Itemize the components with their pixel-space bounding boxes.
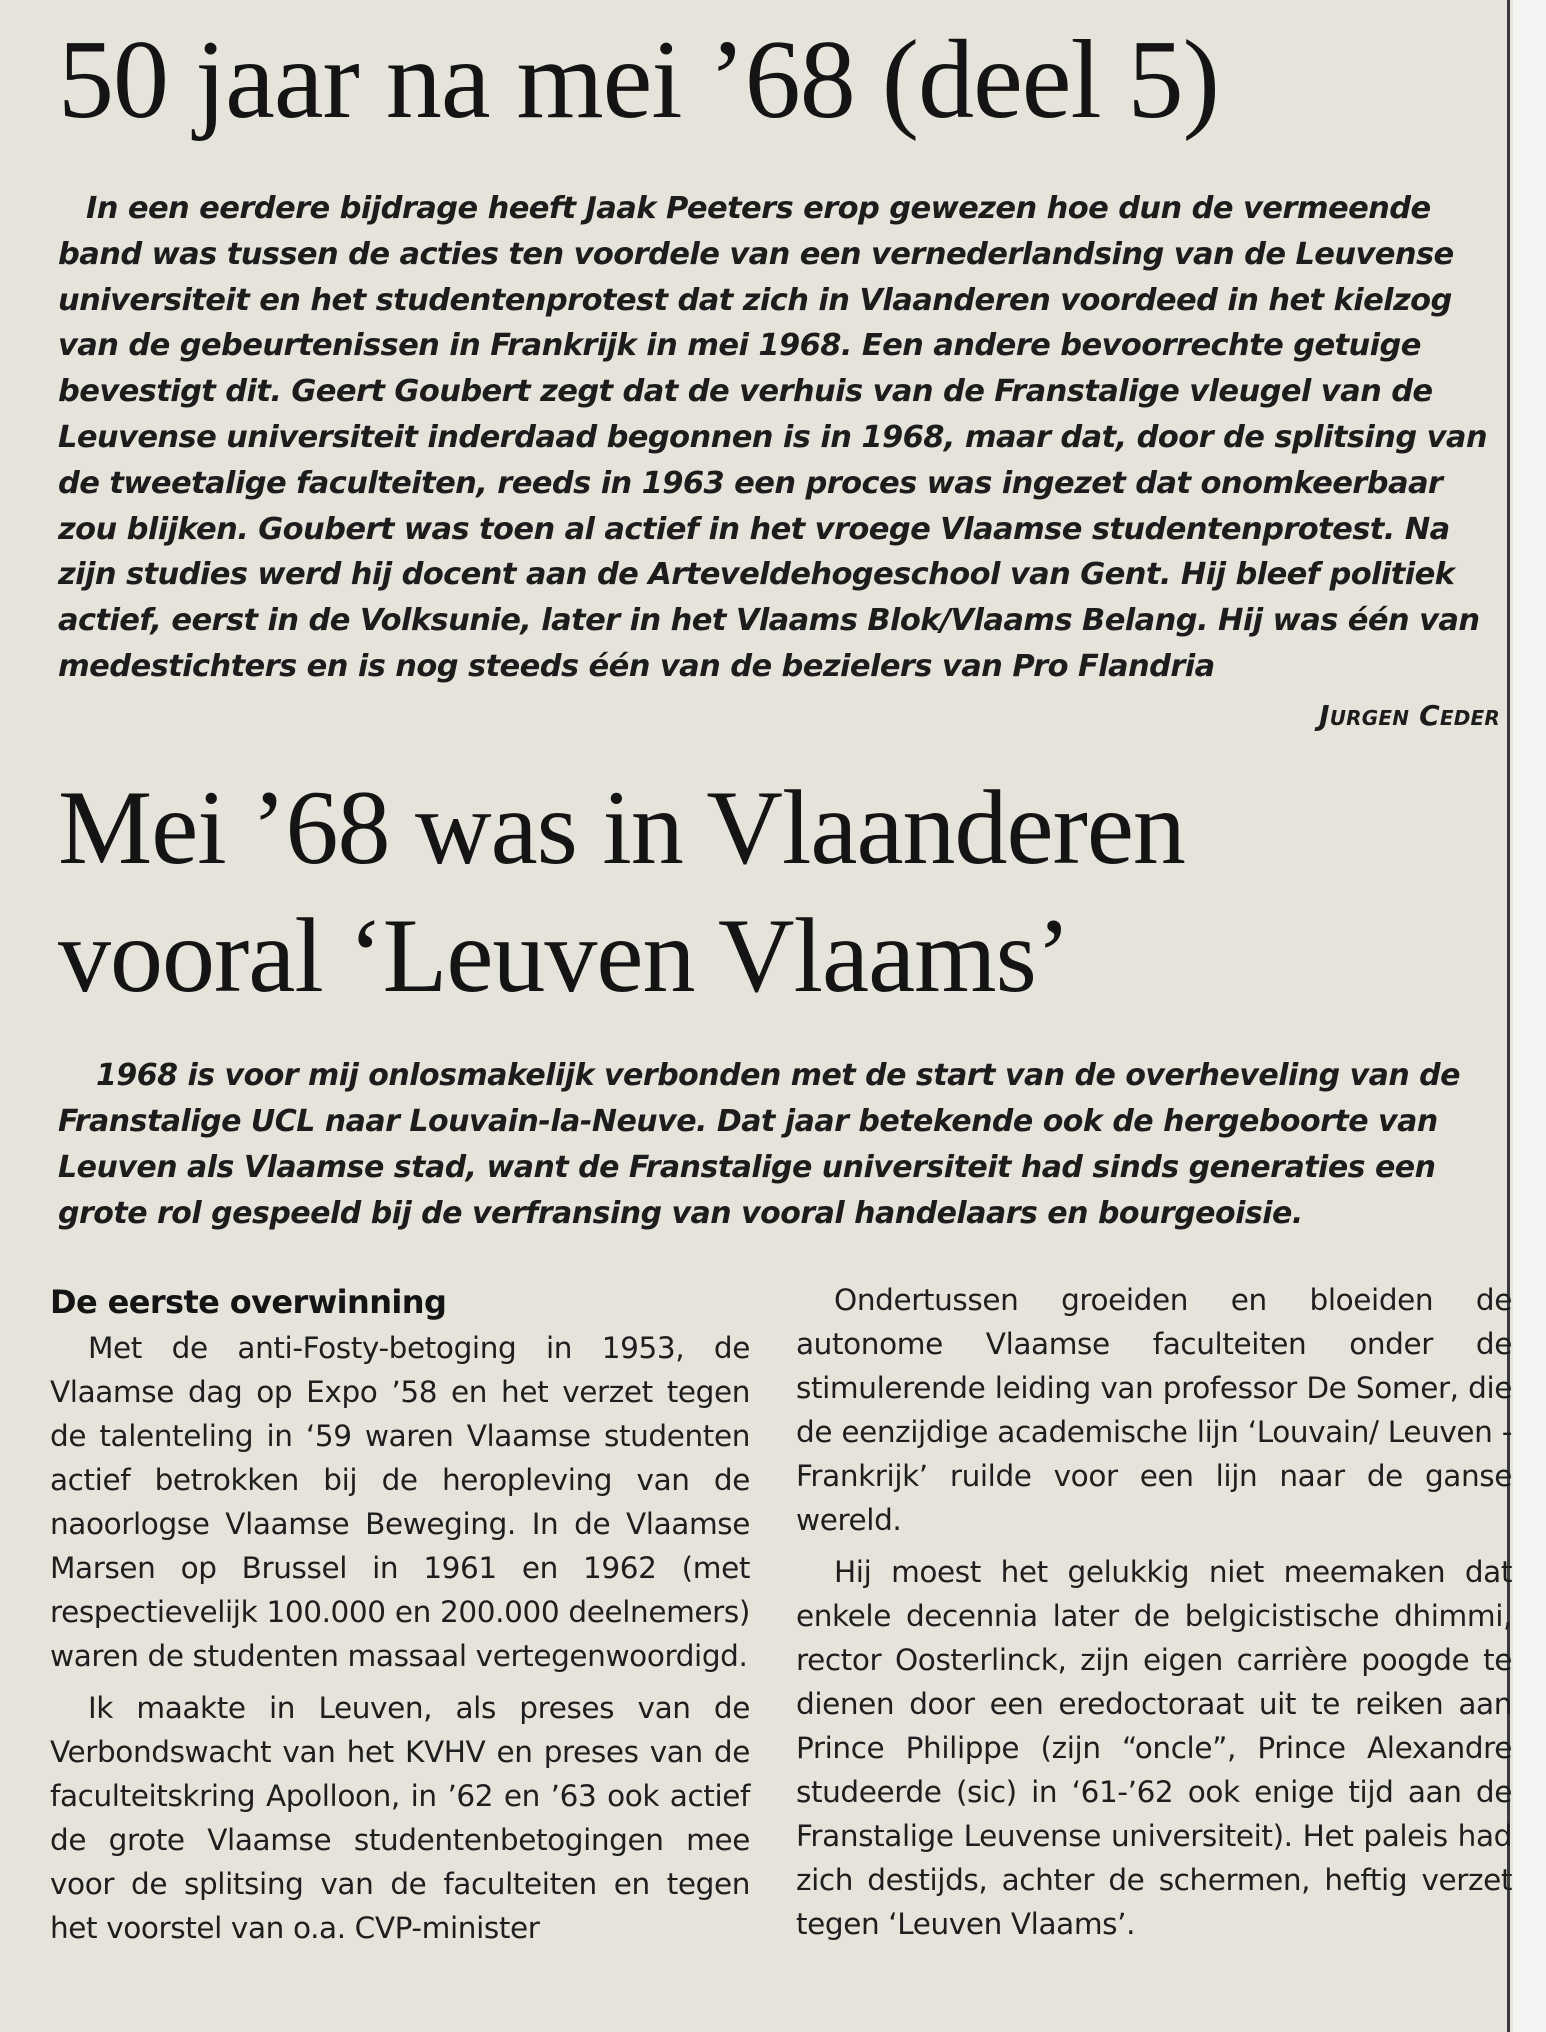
left-column [50,1278,750,1958]
left-paragraph-2: Ik maakte in Leuven, als preses van de Verbondswacht van het KVHV en preses van de faculteitskring Apolloon, in ’62 en ’63 ook actief de grote Vlaamse studentenbetogingen mee voor de splitsing van de faculteiten en tegen het voorstel van o.a. CVP-minister [50,1691,750,1945]
section-subheading: De eerste overwinning [50,1283,447,1321]
main-headline: 50 jaar na mei ’68 (deel 5) [58,18,1219,142]
article-headline [58,764,1185,1020]
background-edge [1513,0,1546,2032]
article-headline-line-2: vooral ‘Leuven Vlaams’ [58,897,1071,1014]
author-byline: Jurgen Ceder [1319,699,1500,732]
left-paragraph-1: Met de anti-Fosty-betoging in 1953, de Vlaamse dag op Expo ’58 en het verzet tegen de talenteling in ‘59 waren Vlaamse studenten actief betrokken bij de heropleving van de naoorlogse Vlaamse Beweging. In de Vlaamse Marsen op Brussel in 1961 en 1962 (met respectievelijk 100.000 en 200.000 deelnemers) waren de studenten massaal vertegenwoordigd. [50,1331,750,1673]
article-lead: 1968 is voor mij onlosmakelijk verbonden met de start van de overheveling van de Franstalige UCL naar Louvain-la-Neuve. Dat jaar betekende ook de hergeboorte van Leuven als Vlaamse stad, want de Franstalige universiteit had sinds generaties een grote rol gespeeld bij de verfransing van vooral handelaars en bourgeoisie. [58,1058,1460,1231]
right-column [796,1278,1512,1954]
intro-paragraph: In een eerdere bijdrage heeft Jaak Peeters erop gewezen hoe dun de vermeende band was tussen de acties ten voordele van een vernederlandsing van de Leuvense universiteit en het studentenprotest dat zich in Vlaanderen voordeed in het kielzog van de gebeurtenissen in Frankrijk in mei 1968. Een andere bevoorrechte getuige bevestigt dit. Geert Goubert zegt dat de verhuis van de Franstalige vleugel van de Leuvense universiteit inderdaad begonnen is in 1968, maar dat, door de splitsing van de tweetalige faculteiten, reeds in 1963 een proces was ingezet dat onomkeerbaar zou blijken. Goubert was toen al actief in het vroege Vlaamse studentenprotest. Na zijn studies werd hij docent aan de Arteveldehogeschool van Gent. Hij bleef politiek actief, eerst in de Volksunie, later in het Vlaams Blok/Vlaams Belang. Hij was één van medestichters en is nog steeds één van de bezielers van Pro Flandria [58,191,1487,684]
right-paragraph-1: Ondertussen groeiden en bloeiden de autonome Vlaamse faculteiten onder de stimulerende leiding van professor De Somer, die de eenzijdige academische lijn ‘Louvain/ Leuven - Frankrijk’ ruilde voor een lijn naar de ganse wereld. [796,1283,1512,1537]
article-headline-line-1: Mei ’68 was in Vlaanderen [58,769,1185,886]
right-paragraph-2: Hij moest het gelukkig niet meemaken dat enkele decennia later de belgicistische dhimmi, rector Oosterlinck, zijn eigen carrière poogde te dienen door een eredoctoraat uit te reiken aan Prince Philippe (zijn “oncle”, Prince Alexandre studeerde (sic) in ‘61-’62 ook enige tijd aan de Franstalige Leuvense universiteit). Het paleis had zich destijds, achter de schermen, heftig verzet tegen ‘Leuven Vlaams’. [796,1555,1512,1941]
